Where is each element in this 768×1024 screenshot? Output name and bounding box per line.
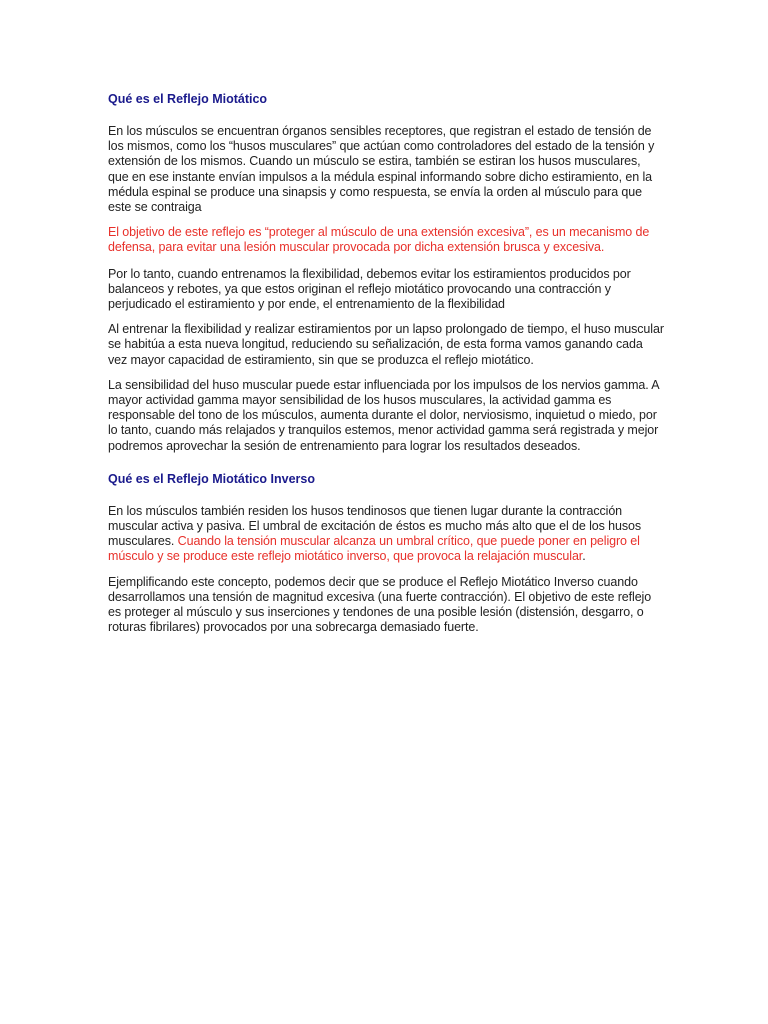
- paragraph-sensibilidad: La sensibilidad del huso muscular puede estar influenciada por los impulsos de los nervios gamma. A mayor actividad gamma mayor sensibilidad de los husos musculares, la actividad gamma es responsable del tono de los músculos, aumenta durante el dolor, nerviosismo, inquietud o miedo, por lo tanto, cuando más relajados y tranquilos estemos, menor actividad gamma será registrada y mejor podremos aprovechar la sesión de entrenamiento para lograr los resultados deseados.: [108, 377, 659, 453]
- heading-reflejo-miotatico-inverso: Qué es el Reflejo Miotático Inverso: [108, 471, 316, 486]
- paragraph-estiramientos: Al entrenar la flexibilidad y realizar estiramientos por un lapso prolongado de tiempo, el huso muscular se habitúa a esta nueva longitud, reduciendo su señalización, de esta forma vamos ganando cada vez mayor capacidad de estiramiento, sin que se produzca el reflejo miotático.: [108, 322, 664, 367]
- paragraph-flexibilidad: Por lo tanto, cuando entrenamos la flexibilidad, debemos evitar los estiramientos producidos por balanceos y rebotes, ya que estos originan el reflejo miotático provocando una contracción y perjudicado el estiramiento y por ende, el entrenamiento de la flexibilidad: [108, 266, 631, 312]
- paragraph-husos-musculares: En los músculos se encuentran órganos sensibles receptores, que registran el estado de tensión de los mismos, como los “husos musculares” que actúan como controladores del estado de la tensión y extensión de los mismos. Cuando un músculo se estira, también se estiran los husos musculares, que en ese instante envían impulsos a la médula espinal informando sobre dicho estiramiento, en la médula espinal se produce una sinapsis y como respuesta, se envía la orden al músculo para que este se contraiga: [108, 124, 655, 215]
- document-page: [108, 92, 664, 635]
- paragraph-husos-tendinosos-highlight: Cuando la tensión muscular alcanza un umbral crítico, que puede poner en peligro el músculo y se produce este reflejo miotático inverso, que provoca la relajación muscular: [108, 534, 640, 564]
- paragraph-husos-tendinosos-text: En los músculos también residen los husos tendinosos que tienen lugar durante la contracción muscular activa y pasiva. El umbral de excitación de éstos es mucho más alto que el de los husos musculares.: [108, 503, 642, 549]
- heading-reflejo-miotatico: Qué es el Reflejo Miotático: [108, 92, 268, 106]
- paragraph-husos-tendinosos-end: .: [582, 549, 586, 564]
- paragraph-ejemplificando: Ejemplificando este concepto, podemos decir que se produce el Reflejo Miotático Inverso cuando desarrollamos una tensión de magnitud excesiva (una fuerte contracción). El objetivo de este reflejo es proteger al músculo y sus inserciones y tendones de una posible lesión (distensión, desgarro, o roturas fibrilares) provocados por una sobrecarga demasiado fuerte.: [108, 574, 652, 635]
- paragraph-husos-tendinosos: [108, 504, 664, 565]
- paragraph-objetivo-reflejo: El objetivo de este reflejo es “proteger al músculo de una extensión excesiva”, es un mecanismo de defensa, para evitar una lesión muscular provocada por dicha extensión brusca y excesiva.: [108, 225, 650, 255]
